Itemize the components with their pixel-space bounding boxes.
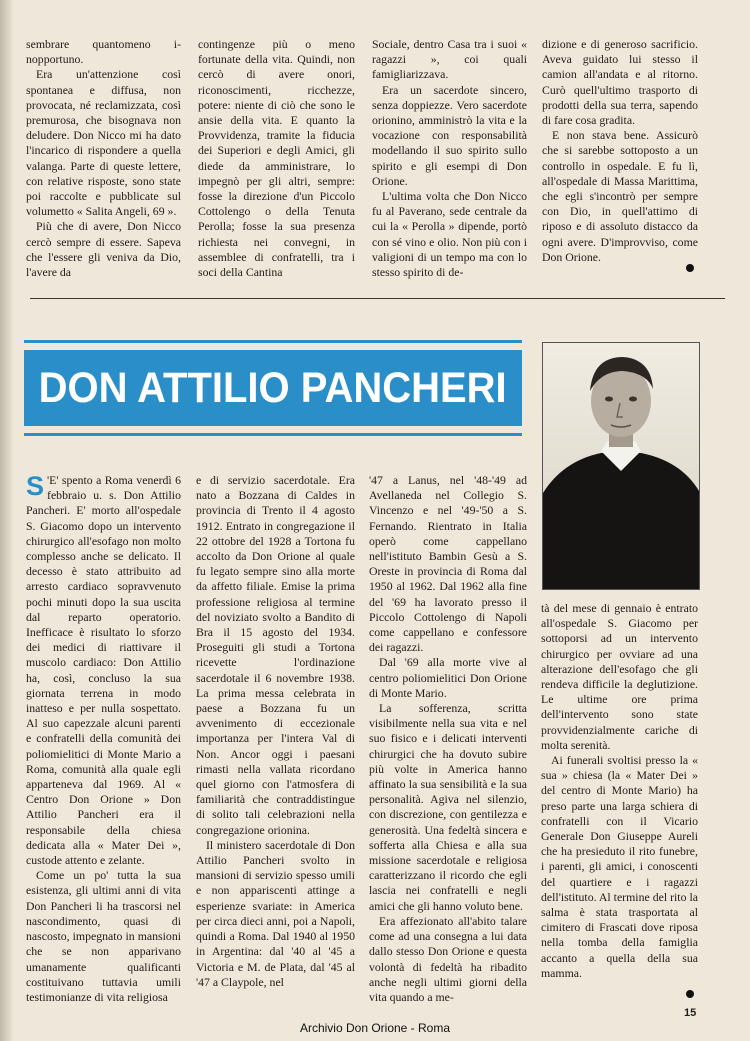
- paragraph: Era un'attenzione così spontanea e diffusa, non provocata, né reclamizzata, così premurosa, che bisognava non deludere. Don Nicco mi ha dato l'incarico di rispondere a quella valanga. Parte di queste lettere, con relative risposte, sono state poi raccolte e pubblicate sul volumetto « Salita Angeli, 69 ».: [26, 67, 181, 219]
- paragraph: Più che di avere, Don Nicco cercò sempre di essere. Sapeva che l'essere gli veniva da Dio, l'avere da: [26, 219, 181, 280]
- paragraph: E non stava bene. Assicurò che si sarebbe sottoposto a un controllo in ospedale. E fu lì, all'ospedale di Massa Marittima, che egli s'incontrò per sempre con Dio, in quell'attimo di riposo e di assoluto distacco da ogni avere. D'improvviso, come Don Orione.: [542, 128, 698, 264]
- end-of-article-bullet: [686, 990, 694, 998]
- paragraph: [26, 473, 181, 868]
- end-of-article-bullet: [686, 264, 694, 272]
- paragraph: Dal '69 alla morte vive al centro poliomielitici Don Orione di Monte Mario.: [369, 655, 527, 700]
- paragraph: sembrare quantomeno i-nopportuno.: [26, 37, 181, 67]
- paragraph: dizione e di generoso sacrificio. Aveva guidato lui stesso il camion all'andata e al ritorno. Curò quell'ultimo trasporto di prodotti della sua terra, sapendo di fare cosa gradita.: [542, 37, 698, 128]
- banner-bottom-stripe: [24, 433, 522, 436]
- top-article-column-1: [26, 37, 181, 280]
- drop-cap: S: [26, 471, 45, 501]
- paragraph: Il ministero sacerdotale di Don Attilio Pancheri svolto in mansioni di servizio spesso umili e non appariscenti attinge a esperienze svariate: in America per circa dieci anni, poi a Napoli, quindi a Roma. Dal 1940 al 1950 in Argentina: dal '40 al '45 a Victoria e M. de Plata, dal '45 al '47 a Claypole, nel: [196, 837, 355, 989]
- paragraph: contingenze più o meno fortunate della vita. Quindi, non cercò di avere onori, riconoscimenti, ricchezze, potere: niente di ciò che sono le ansie della vita. E quanto la Provvidenza, tramite la fiducia dei Superiori e degli Amici, gli diede da amministrare, lo impegnò per gli altri, sempre: fosse la direzione d'un Piccolo Cottolengo o della Tenuta Perolla; fosse la sua presenza richiesta nei convegni, in assemblee di confratelli, tra i soci della Cantina: [198, 37, 355, 280]
- obituary-column-2: [196, 473, 355, 990]
- paragraph: Ai funerali svoltisi presso la « sua » chiesa (la « Mater Dei » del centro di Monte Mario) ha preso parte una larga schiera di confratelli con il Vicario Generale Don Giuseppe Aureli che ha presieduto il rito funebre, i parenti, gli amici, i conoscenti del quartiere e i ragazzi dell'istituto. Al termine del rito la salma è stata trasportata al cimitero di Frascati dove riposa nella tomba della famiglia accanto a quella della sua mamma.: [541, 753, 698, 980]
- top-article-column-4: [542, 37, 698, 265]
- paragraph: L'ultima volta che Don Nicco fu al Paverano, sede centrale da cui la « Perolla » dipende, portò con sé vino e olio. Non più con i valigioni di un tempo ma con lo stesso spirito di de-: [372, 189, 527, 280]
- banner-top-stripe: [24, 340, 522, 343]
- paragraph: Sociale, dentro Casa tra i suoi « ragazzi », coi quali famigliarizzava.: [372, 37, 527, 82]
- paragraph: '47 a Lanus, nel '48-'49 ad Avellaneda nel Collegio S. Vincenzo e nel '49-'50 a S. Fernando. Rientrato in Italia operò come cappellano nell'istituto Bambin Gesù a S. Oreste in provincia di Roma dal 1950 al 1962. Dal 1962 alla fine del '69 ha lavorato presso il Piccolo Cottolengo di Napoli come cappellano e confessore dei ragazzi.: [369, 473, 527, 655]
- obituary-column-1: [26, 473, 181, 1005]
- obituary-title: DON ATTILIO PANCHERI: [39, 363, 508, 412]
- page-gutter-shadow: [0, 0, 14, 1041]
- paragraph: La sofferenza, scritta visibilmente nella sua vita e nel suo fisico e i delicati interventi chirurgici che ha dovuto subire più volte in America hanno affinato la sua sensibilità e la sua personalità. Agiva nel silenzio, con discrezione, con gentilezza e generosità. Una fedeltà sincera e sofferta alla Chiesa e alla sua missione sacerdotale e religiosa caratterizzano il ricordo che egli lascia nei confratelli e negli amici che gli hanno voluto bene.: [369, 701, 527, 913]
- obituary-title-banner: [24, 350, 522, 426]
- obituary-column-3: [369, 473, 527, 1005]
- page-number: 15: [684, 1007, 697, 1019]
- paragraph: Come un po' tutta la sua esistenza, gli ultimi anni di vita Don Pancheri li ha trascorsi nel nascondimento, quasi di nascosto, impegnato in mansioni che se non apparivano umanamente qualificanti costituivano tuttavia umili testimonianze di vita religiosa: [26, 868, 181, 1004]
- paragraph-text: 'E' spento a Roma venerdì 6 febbraio u. s. Don Attilio Pancheri. E' morto all'ospedale S. Giacomo dopo un intervento chirurgico all'esofago non molto complesso anche se delicato. Il decesso è stato attribuito ad arresto cardiaco sopravvenuto pochi minuti dopo la sua uscita dal reparto operatorio. Inefficace è risultato lo sforzo dei medici di riattivare il muscolo cardiaco: Don Attilio ha, così, concluso la sua giornata terrena in modo inatteso e per nulla sospettato. Al suo capezzale alcuni parenti e confratelli della comunità dei poliomielitici di Monte Mario a Roma, comunità alla quale egli apparteneva dal 1969. Al « Centro Don Orione » Don Attilio Pancheri era il responsabile della chiesa dedicata alla « Mater Dei », custode attento e zelante.: [26, 473, 181, 868]
- obituary-column-4: [541, 601, 698, 981]
- top-article-column-3: [372, 37, 527, 280]
- top-article-column-2: [198, 37, 355, 280]
- paragraph: Era affezionato all'abito talare come ad una consegna a lui data dallo stesso Don Orione e questa volontà di fedeltà ha ribadito anche negli ultimi giorni della vita quando a me-: [369, 913, 527, 1004]
- paragraph: Era un sacerdote sincero, senza doppiezze. Vero sacerdote orionino, amministrò la vita e la vocazione con responsabilità modellando il suo spirito sullo spirito e gli esempi di Don Orione.: [372, 82, 527, 188]
- paragraph: e di servizio sacerdotale. Era nato a Bozzana di Caldes in provincia di Trento il 4 agosto 1912. Entrato in congregazione il 22 ottobre del 1928 a Tortona fu accolto da Don Orione al quale fu legato sempre sino alla morte da affetto filiale. Emise la prima professione religiosa al termine del noviziato svolto a Bandito di Bra il 15 agosto del 1934. Proseguiti gli studi a Tortona ricevette l'ordinazione sacerdotale il 6 novembre 1938. La prima messa celebrata in paese a Bozzana fu un avvenimento di eccezionale importanza per l'intera Val di Non. Ancor oggi i paesani rimasti nella vallata ricordano quel giorno con l'atmosfera di familiarità che contraddistingue di solito tali celebrazioni nella congregazione orionina.: [196, 473, 355, 837]
- section-divider: [30, 298, 725, 299]
- paragraph: tà del mese di gennaio è entrato all'ospedale S. Giacomo per sottoporsi ad un intervento chirurgico per ovviare ad una alterazione dell'esofago che gli rendeva difficile la deglutizione. Le ultime ore prima dell'intervento sono state provvidenzialmente cariche di molta serenità.: [541, 601, 698, 752]
- portrait-illustration: [543, 343, 699, 589]
- portrait-photo: [542, 342, 700, 590]
- archive-footer: Archivio Don Orione - Roma: [299, 1021, 451, 1035]
